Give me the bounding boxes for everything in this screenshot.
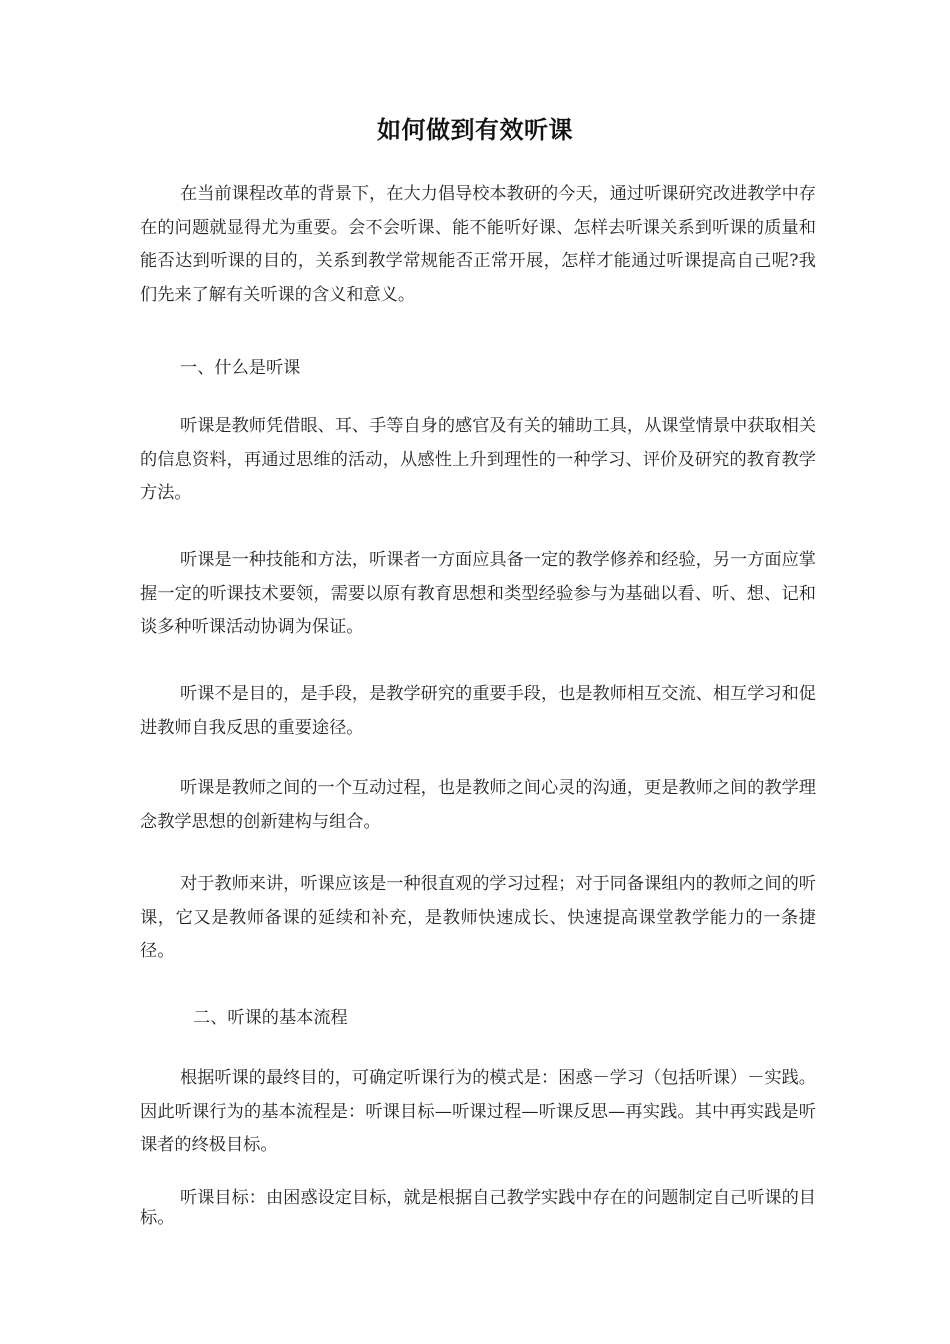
- process-paragraph: 根据听课的最终目的，可确定听课行为的模式是：困惑－学习（包括听课）－实践。因此听课行为的基本流程是：听课目标—听课过程—听课反思—再实践。其中再实践是听课者的终极目标。: [140, 1068, 816, 1155]
- purpose-paragraph: 听课不是目的，是手段，是教学研究的重要手段，也是教师相互交流、相互学习和促进教师自我反思的重要途径。: [140, 684, 816, 738]
- section-heading-basic-process: 二、听课的基本流程: [193, 1008, 348, 1028]
- interaction-paragraph: 听课是教师之间的一个互动过程，也是教师之间心灵的沟通，更是教师之间的教学理念教学思想的创新建构与组合。: [140, 778, 816, 832]
- intro-paragraph: 在当前课程改革的背景下，在大力倡导校本教研的今天，通过听课研究改进教学中存在的问题就显得尤为重要。会不会听课、能不能听好课、怎样去听课关系到听课的质量和能否达到听课的目的，关系到教学常规能否正常开展，怎样才能通过听课提高自己呢?我们先来了解有关听课的含义和意义。: [140, 184, 816, 305]
- skill-paragraph: 听课是一种技能和方法，听课者一方面应具备一定的教学修养和经验，另一方面应掌握一定的听课技术要领，需要以原有教育思想和类型经验参与为基础以看、听、想、记和谈多种听课活动协调为保证。: [140, 550, 816, 637]
- definition-paragraph: 听课是教师凭借眼、耳、手等自身的感官及有关的辅助工具，从课堂情景中获取相关的信息资料，再通过思维的活动，从感性上升到理性的一种学习、评价及研究的教育教学方法。: [140, 416, 816, 503]
- goal-paragraph: 听课目标：由困惑设定目标，就是根据自己教学实践中存在的问题制定自己听课的目标。: [140, 1188, 816, 1228]
- learning-process-paragraph: 对于教师来讲，听课应该是一种很直观的学习过程；对于同备课组内的教师之间的听课，它又是教师备课的延续和补充，是教师快速成长、快速提高课堂教学能力的一条捷径。: [140, 874, 816, 961]
- section-heading-what-is-listening: 一、什么是听课: [180, 358, 301, 378]
- document-title: 如何做到有效听课: [377, 116, 573, 144]
